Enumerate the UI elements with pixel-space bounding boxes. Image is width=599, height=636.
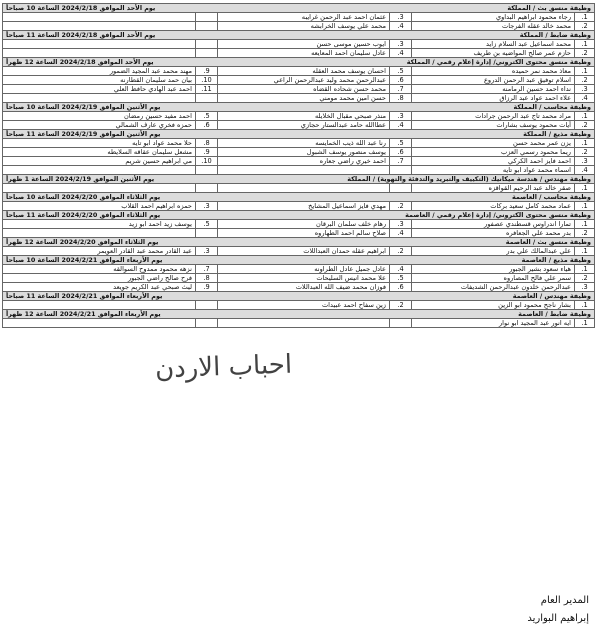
section-header-cell bbox=[2, 103, 594, 112]
row-number: 10. bbox=[196, 157, 218, 166]
row-number: 1. bbox=[575, 247, 595, 256]
candidate-name: عادل سليمان احمد المعايعه bbox=[218, 49, 390, 58]
row-number: 1. bbox=[575, 220, 595, 229]
section-header-cell bbox=[2, 58, 594, 67]
candidate-row bbox=[2, 13, 594, 22]
row-number: 4. bbox=[575, 166, 595, 175]
signature-title: المدير العام bbox=[540, 595, 589, 606]
row-number: 5. bbox=[390, 67, 412, 76]
section-header bbox=[2, 58, 594, 67]
candidate-name: عادل جميل عادل الطراونه bbox=[218, 265, 390, 274]
row-number: 1. bbox=[575, 265, 595, 274]
candidate-row bbox=[2, 49, 594, 58]
candidate-name: فوزان محمد ضيف الله العبداللات bbox=[218, 283, 390, 292]
row-number bbox=[196, 301, 218, 310]
watermark-text: احباب الاردن bbox=[154, 349, 293, 385]
row-number: 1. bbox=[575, 67, 595, 76]
row-number: 8. bbox=[390, 94, 412, 103]
row-number: 6. bbox=[390, 76, 412, 85]
row-number: 2. bbox=[390, 247, 412, 256]
candidate-name: محمد حسن شحاده القضاه bbox=[218, 85, 390, 94]
row-number: 2. bbox=[575, 49, 595, 58]
section-header bbox=[2, 4, 594, 13]
row-number: 3. bbox=[196, 247, 218, 256]
candidate-name: احسان يوسف محمد العقله bbox=[218, 67, 390, 76]
section-title: وظيفة منسق محتوى الكتروني/ إدارة إعلام رقمي / العاصمة bbox=[405, 211, 591, 219]
candidate-name: رهام خلف سلمان البرقان bbox=[218, 220, 390, 229]
section-header-cell bbox=[2, 310, 594, 319]
candidate-name: علي عبدالمالك علي بدر bbox=[412, 247, 575, 256]
section-header-cell bbox=[2, 31, 594, 40]
section-date: يوم الأحد الموافق 2024/2/18 الساعة 12 ظهراً bbox=[5, 58, 154, 66]
row-number bbox=[390, 184, 412, 193]
candidate-name: مي ابراهيم حسين شريم bbox=[2, 157, 195, 166]
candidate-name: علا محمد انيس السليحات bbox=[218, 274, 390, 283]
row-number: 3. bbox=[575, 157, 595, 166]
candidate-row bbox=[2, 22, 594, 31]
candidate-name: عبدالرحمن محمد وليد عبدالرحمن الراعي bbox=[218, 76, 390, 85]
candidate-name bbox=[2, 301, 195, 310]
row-number: 5. bbox=[390, 274, 412, 283]
section-title: وظيفة مذيع / المملكة bbox=[523, 130, 591, 138]
candidate-name: يوسف زيد احمد ابو زيد bbox=[2, 220, 195, 229]
candidate-name: عثمان احمد عبد الرحمن غرايبه bbox=[218, 13, 390, 22]
candidate-name: ايه انور عبد المجيد ابو نوار bbox=[412, 319, 575, 328]
candidate-row bbox=[2, 148, 594, 157]
row-number: 10. bbox=[196, 76, 218, 85]
row-number bbox=[390, 319, 412, 328]
row-number: 3. bbox=[196, 202, 218, 211]
candidate-name: ليث صبحي عبد الكريم جويعد bbox=[2, 283, 195, 292]
row-number: 2. bbox=[575, 274, 595, 283]
row-number: 4. bbox=[390, 229, 412, 238]
candidate-name: حازم عمر صالح المواضيه بن طريف bbox=[412, 49, 575, 58]
section-header bbox=[2, 193, 594, 202]
candidate-name: رنا عبد الله ذيب الخمايسه bbox=[218, 139, 390, 148]
candidate-name bbox=[218, 166, 390, 175]
candidate-row bbox=[2, 139, 594, 148]
candidate-name: محمد خالد عقله الفرجات bbox=[412, 22, 575, 31]
candidate-name bbox=[2, 229, 195, 238]
row-number: 1. bbox=[575, 139, 595, 148]
row-number: 3. bbox=[390, 13, 412, 22]
row-number: 2. bbox=[575, 148, 595, 157]
candidate-name bbox=[2, 22, 195, 31]
candidate-name: فرح صالح راضي الجبور bbox=[2, 274, 195, 283]
candidate-name: حسن امين محمد مومني bbox=[218, 94, 390, 103]
signature-block bbox=[527, 592, 589, 628]
candidate-row bbox=[2, 85, 594, 94]
candidate-name: بشار ناجح محمود ابو الزين bbox=[412, 301, 575, 310]
candidate-name: عبد القادر محمد عبد القادر العويمر bbox=[2, 247, 195, 256]
candidate-row bbox=[2, 166, 594, 175]
section-header bbox=[2, 211, 594, 220]
row-number: 5. bbox=[196, 112, 218, 121]
candidate-name: بدر محمد علي الجعافره bbox=[412, 229, 575, 238]
row-number bbox=[390, 166, 412, 175]
section-date: يوم الأثنين الموافق 2024/2/19 الساعة 10 صباحاً bbox=[5, 103, 161, 111]
candidate-name: احمد فايز احمد الكركي bbox=[412, 157, 575, 166]
section-header bbox=[2, 103, 594, 112]
candidate-name bbox=[2, 94, 195, 103]
section-date: يوم الأربعاء الموافق 2024/2/21 الساعة 12 ظهراً bbox=[5, 310, 161, 318]
row-number bbox=[196, 40, 218, 49]
candidate-name: اسلام توفيق عبد الرحمن الدروع bbox=[412, 76, 575, 85]
row-number: 3. bbox=[390, 40, 412, 49]
candidate-name bbox=[2, 40, 195, 49]
row-number: 9. bbox=[196, 148, 218, 157]
candidate-name: معاذ محمد نمر حميده bbox=[412, 67, 575, 76]
row-number: 4. bbox=[390, 121, 412, 130]
candidate-row bbox=[2, 112, 594, 121]
candidate-name: عطاالله حامد عبدالستار حجازي bbox=[218, 121, 390, 130]
section-date: يوم الأربعاء الموافق 2024/2/21 الساعة 11 صباحاً bbox=[5, 292, 163, 300]
section-header bbox=[2, 256, 594, 265]
candidate-name: علاء احمد عواد عبد الرزاق bbox=[412, 94, 575, 103]
candidate-name: زين سفاح احمد عبيدات bbox=[218, 301, 390, 310]
candidate-name: رجاء محمود ابراهيم البداوي bbox=[412, 13, 575, 22]
section-date: يوم الثلاثاء الموافق 2024/2/20 الساعة 11 صباحاً bbox=[5, 211, 161, 219]
section-date: يوم الأحد الموافق 2024/2/18 الساعة 11 صباحاً bbox=[5, 31, 156, 39]
candidate-name: حلا محمد عواد ابو تايه bbox=[2, 139, 195, 148]
section-title: وظيفة ضابط / العاصمة bbox=[518, 310, 591, 318]
candidate-row bbox=[2, 229, 594, 238]
candidate-name: سمر علي فالح المصاروه bbox=[412, 274, 575, 283]
section-title: وظيفة منسق محتوى الكتروني/ إدارة إعلام رقمي / المملكة bbox=[406, 58, 591, 66]
section-date: يوم الأربعاء الموافق 2024/2/21 الساعة 10 صباحاً bbox=[5, 256, 163, 264]
candidate-row bbox=[2, 76, 594, 85]
row-number: 1. bbox=[575, 13, 595, 22]
candidate-name: عبدالرحمن خلدون عبدالرحمن الشديفات bbox=[412, 283, 575, 292]
candidate-name: مهند محمد عبد المجيد الضمور bbox=[2, 67, 195, 76]
row-number: 6. bbox=[390, 148, 412, 157]
candidate-name bbox=[218, 184, 390, 193]
candidate-name: احمد خيري راضي جعاره bbox=[218, 157, 390, 166]
row-number bbox=[196, 229, 218, 238]
row-number: 7. bbox=[390, 157, 412, 166]
candidate-row bbox=[2, 94, 594, 103]
row-number: 2. bbox=[575, 22, 595, 31]
candidate-row bbox=[2, 184, 594, 193]
row-number: 3. bbox=[575, 283, 595, 292]
candidate-row bbox=[2, 40, 594, 49]
candidate-name: حمزه فخري عارف الشمالي bbox=[2, 121, 195, 130]
row-number: 2. bbox=[575, 121, 595, 130]
candidate-row bbox=[2, 202, 594, 211]
row-number: 3. bbox=[390, 112, 412, 121]
row-number: 4. bbox=[390, 265, 412, 274]
candidate-name: نزهه محمود ممدوح السوالقه bbox=[2, 265, 195, 274]
candidate-name: تمارا اندراوس قسطندي عصفور bbox=[412, 220, 575, 229]
section-header bbox=[2, 175, 594, 184]
row-number: 2. bbox=[390, 301, 412, 310]
row-number: 11. bbox=[196, 85, 218, 94]
candidate-name: منذر صبحي مقبال الخلايله bbox=[218, 112, 390, 121]
candidate-name: محمد علي يوسف الخرابشه bbox=[218, 22, 390, 31]
row-number: 1. bbox=[575, 40, 595, 49]
candidate-name: نداء احمد حسين الرمامنه bbox=[412, 85, 575, 94]
section-header-cell bbox=[2, 292, 594, 301]
candidate-row bbox=[2, 157, 594, 166]
row-number: 7. bbox=[196, 265, 218, 274]
candidate-name bbox=[2, 166, 195, 175]
section-header-cell bbox=[2, 256, 594, 265]
candidate-row bbox=[2, 301, 594, 310]
candidate-name: صقر خالد عبد الرحيم القواقزه bbox=[412, 184, 575, 193]
row-number: 5. bbox=[390, 139, 412, 148]
candidate-name: مشعل سليمان عقاقه السلايطه bbox=[2, 148, 195, 157]
results-document bbox=[3, 3, 595, 328]
row-number bbox=[196, 184, 218, 193]
candidate-name: يوسف منصور يوسف الشبول bbox=[218, 148, 390, 157]
candidate-name: احمد مفيد حسين رمضان bbox=[2, 112, 195, 121]
section-date: يوم الأثنين الموافق 2024/2/19 الساعة 11 صباحاً bbox=[5, 130, 161, 138]
candidate-name bbox=[2, 49, 195, 58]
section-title: وظيفة محاسب / المملكة bbox=[513, 103, 591, 111]
row-number: 9. bbox=[196, 67, 218, 76]
candidate-name: محمد اسماعيل عبد السلام زايد bbox=[412, 40, 575, 49]
candidate-row bbox=[2, 121, 594, 130]
row-number: 2. bbox=[390, 202, 412, 211]
row-number: 4. bbox=[390, 49, 412, 58]
section-header-cell bbox=[2, 4, 594, 13]
section-header-cell bbox=[2, 193, 594, 202]
section-header bbox=[2, 238, 594, 247]
row-number: 3. bbox=[575, 85, 595, 94]
row-number: 2. bbox=[575, 76, 595, 85]
candidate-name: ريما محمود رسمي العزب bbox=[412, 148, 575, 157]
row-number: 1. bbox=[575, 202, 595, 211]
candidate-name: عماد محمد كامل سعيد بركات bbox=[412, 202, 575, 211]
candidate-row bbox=[2, 247, 594, 256]
candidate-row bbox=[2, 274, 594, 283]
section-header-cell bbox=[2, 211, 594, 220]
candidate-name: بيان حمد سليمان القطارنه bbox=[2, 76, 195, 85]
candidate-row bbox=[2, 265, 594, 274]
candidate-name bbox=[218, 319, 390, 328]
candidate-name: يزن عمر محمد حسن bbox=[412, 139, 575, 148]
row-number: 4. bbox=[390, 22, 412, 31]
section-date: يوم الأحد الموافق 2024/2/18 الساعة 10 صباحاً bbox=[5, 4, 156, 12]
section-title: وظيفة مذيع / العاصمة bbox=[521, 256, 591, 264]
section-header-cell bbox=[2, 130, 594, 139]
candidate-row bbox=[2, 67, 594, 76]
candidate-name: ابراهيم عقله حمدان العبداللات bbox=[218, 247, 390, 256]
row-number: 6. bbox=[390, 283, 412, 292]
candidate-name: مراد محمد تاج عبد الرحمن جرادات bbox=[412, 112, 575, 121]
candidate-row bbox=[2, 319, 594, 328]
section-date: يوم الثلاثاء الموافق 2024/2/20 الساعة 10 صباحاً bbox=[5, 193, 161, 201]
section-date: يوم الأثنين الموافق 2024/2/19 الساعة 1 ظهراً bbox=[5, 175, 155, 183]
section-title: وظيفة مهندس / العاصمة bbox=[512, 292, 591, 300]
row-number bbox=[196, 166, 218, 175]
section-header bbox=[2, 310, 594, 319]
row-number: 9. bbox=[196, 283, 218, 292]
row-number bbox=[196, 13, 218, 22]
row-number: 4. bbox=[575, 94, 595, 103]
section-title: وظيفة محاسب / العاصمة bbox=[511, 193, 591, 201]
section-header bbox=[2, 130, 594, 139]
candidate-name bbox=[2, 319, 195, 328]
row-number: 3. bbox=[390, 220, 412, 229]
row-number: 1. bbox=[575, 301, 595, 310]
candidate-name: مهدي فايز اسماعيل المشايخ bbox=[218, 202, 390, 211]
candidate-name: هياء سعود بشير الجبور bbox=[412, 265, 575, 274]
signature-name: إبراهيم البواريد bbox=[527, 613, 589, 624]
candidate-name bbox=[2, 184, 195, 193]
section-header bbox=[2, 31, 594, 40]
candidate-name: اسماء محمد عواد ابو تايه bbox=[412, 166, 575, 175]
row-number bbox=[196, 49, 218, 58]
row-number: 8. bbox=[196, 139, 218, 148]
candidate-name: احمد عبد الهادي حافظ العلي bbox=[2, 85, 195, 94]
row-number: 8. bbox=[196, 274, 218, 283]
candidate-name bbox=[2, 13, 195, 22]
section-header-cell bbox=[2, 238, 594, 247]
row-number: 2. bbox=[575, 229, 595, 238]
section-date: يوم الثلاثاء الموافق 2024/2/20 الساعة 12 ظهراً bbox=[5, 238, 159, 246]
row-number bbox=[196, 319, 218, 328]
row-number: 7. bbox=[390, 85, 412, 94]
section-title: وظيفة منسق بث / المملكة bbox=[507, 4, 591, 12]
row-number: 1. bbox=[575, 319, 595, 328]
section-title: وظيفة منسق بث / العاصمة bbox=[505, 238, 591, 246]
section-header-cell bbox=[2, 175, 594, 184]
candidate-name: حمزه ابراهيم احمد القلاب bbox=[2, 202, 195, 211]
candidate-row bbox=[2, 220, 594, 229]
candidate-name: آيات محمود يوسف بشارات bbox=[412, 121, 575, 130]
candidate-name: صلاح سالم احمد الطهاروه bbox=[218, 229, 390, 238]
section-title: وظيفة مهندس / هندسة ميكانيك (التكييف والتبريد والتدفئة والتهوية) / المملكة bbox=[347, 175, 591, 183]
candidates-table bbox=[2, 3, 595, 328]
row-number bbox=[196, 94, 218, 103]
row-number: 5. bbox=[196, 220, 218, 229]
section-title: وظيفة ضابط / المملكة bbox=[519, 31, 591, 39]
row-number bbox=[196, 22, 218, 31]
candidate-name: ايوب حسين موسى حسن bbox=[218, 40, 390, 49]
section-header bbox=[2, 292, 594, 301]
candidate-row bbox=[2, 283, 594, 292]
row-number: 6. bbox=[196, 121, 218, 130]
row-number: 1. bbox=[575, 184, 595, 193]
row-number: 1. bbox=[575, 112, 595, 121]
